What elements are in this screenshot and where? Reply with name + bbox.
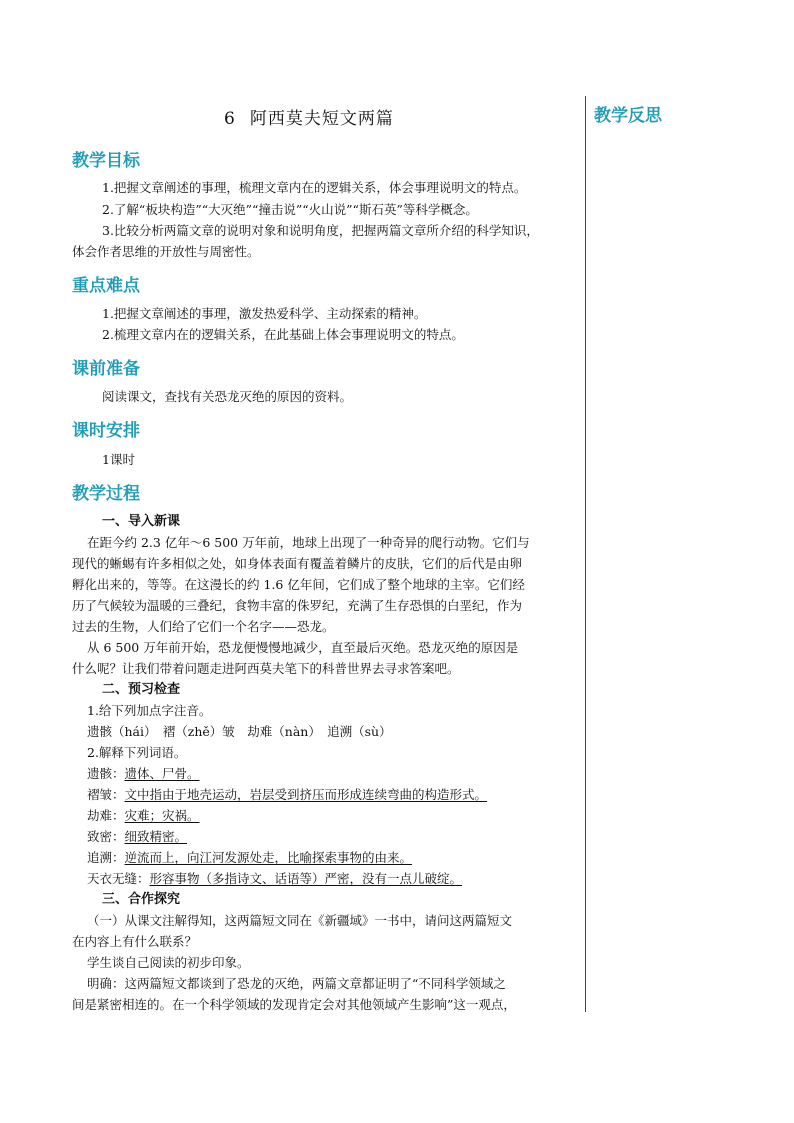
term-definition: 细致精密。 <box>124 829 188 844</box>
prep-text: 阅读课文，查找有关恐龙灭绝的原因的资料。 <box>102 389 353 404</box>
pinyin-line: 遗骸（hái） 褶（zhě）皱 劫难（nàn） 追溯（sù） <box>87 724 392 739</box>
term: 追溯： <box>87 850 125 865</box>
term: 褶皱： <box>87 787 125 802</box>
goal-item: 3.比较分析两篇文章的说明对象和说明角度，把握两篇文章所介绍的科学知识， <box>102 223 539 238</box>
term-row <box>87 829 187 845</box>
part2-question-1: 1.给下列加点字注音。 <box>87 703 212 718</box>
part1-line: 历了气候较为温暖的三叠纪，食物丰富的侏罗纪，充满了生存恐惧的白垩纪，作为 <box>72 598 523 613</box>
part3-line: 间是紧密相连的。在一个科学领域的发现肯定会对其他领域产生影响”这一观点， <box>72 997 516 1012</box>
term-row <box>87 808 200 824</box>
part1-line: 现代的蜥蜴有许多相似之处，如身体表面有覆盖着鳞片的皮肤，它们的后代是由卵 <box>72 556 523 571</box>
term-definition: 遗体、尸骨。 <box>124 766 200 781</box>
term: 劫难： <box>87 808 125 823</box>
part1-line: 什么呢？让我们带着问题走进阿西莫夫笔下的科普世界去寻求答案吧。 <box>72 661 460 676</box>
term-row <box>87 871 462 887</box>
section-prep-heading: 课前准备 <box>72 359 140 379</box>
reflection-heading: 教学反思 <box>594 106 662 126</box>
part3-title: 三、合作探究 <box>102 892 181 907</box>
lesson-title: 阿西莫夫短文两篇 <box>249 109 394 129</box>
part2-question-2: 2.解释下列词语。 <box>87 745 187 760</box>
goal-item: 2.了解“板块构造”“大灭绝”“撞击说”“火山说”“斯石英”等科学概念。 <box>102 202 478 217</box>
section-focus-heading: 重点难点 <box>72 276 140 296</box>
term-definition: 灾难；灾祸。 <box>124 808 200 823</box>
part1-title: 一、导入新课 <box>102 514 181 529</box>
part3-line: 明确：这两篇短文都谈到了恐龙的灭绝，两篇文章都证明了“不同科学领域之 <box>87 976 506 991</box>
schedule-text: 1课时 <box>102 452 135 467</box>
part2-title: 二、预习检查 <box>102 682 181 697</box>
part3-line: （一）从课文注解得知，这两篇短文同在《新疆域》一书中，请问这两篇短文 <box>87 913 513 928</box>
part1-line: 孵化出来的，等等。在这漫长的约 1.6 亿年间，它们成了整个地球的主宰。它们经 <box>72 577 525 592</box>
part1-line: 从 6 500 万年前开始，恐龙便慢慢地减少，直至最后灭绝。恐龙灭绝的原因是 <box>87 640 519 655</box>
focus-item: 2.梳理文章内在的逻辑关系，在此基础上体会事理说明文的特点。 <box>102 327 464 342</box>
term: 遗骸： <box>87 766 125 781</box>
term-row <box>87 787 487 803</box>
term-definition: 形容事物（多指诗文、话语等）严密，没有一点儿破绽。 <box>149 871 463 886</box>
term: 致密： <box>87 829 125 844</box>
part1-line: 过去的生物，人们给了它们一个名字——恐龙。 <box>72 619 335 634</box>
part3-line: 学生谈自己阅读的初步印象。 <box>87 955 250 970</box>
focus-item: 1.把握文章阐述的事理，激发热爱科学、主动探索的精神。 <box>102 306 427 321</box>
term-definition: 文中指由于地壳运动，岩层受到挤压而形成连续弯曲的构造形式。 <box>124 787 488 802</box>
section-process-heading: 教学过程 <box>72 484 140 504</box>
term: 天衣无缝： <box>87 871 150 886</box>
term-definition: 逆流而上，向江河发源处走，比喻探索事物的由来。 <box>124 850 413 865</box>
section-schedule-heading: 课时安排 <box>72 421 140 441</box>
term-row <box>87 766 200 782</box>
part1-line: 在距今约 2.3 亿年～6 500 万年前，地球上出现了一种奇异的爬行动物。它们与 <box>87 535 530 550</box>
term-row <box>87 850 412 866</box>
goal-item: 体会作者思维的开放性与周密性。 <box>72 244 260 259</box>
page-title <box>224 104 394 129</box>
column-divider <box>585 96 586 1012</box>
section-goals-heading: 教学目标 <box>72 151 140 171</box>
goal-item: 1.把握文章阐述的事理，梳理文章内在的逻辑关系，体会事理说明文的特点。 <box>102 180 527 195</box>
part3-line: 在内容上有什么联系？ <box>72 934 198 949</box>
lesson-number: 6 <box>224 109 236 129</box>
